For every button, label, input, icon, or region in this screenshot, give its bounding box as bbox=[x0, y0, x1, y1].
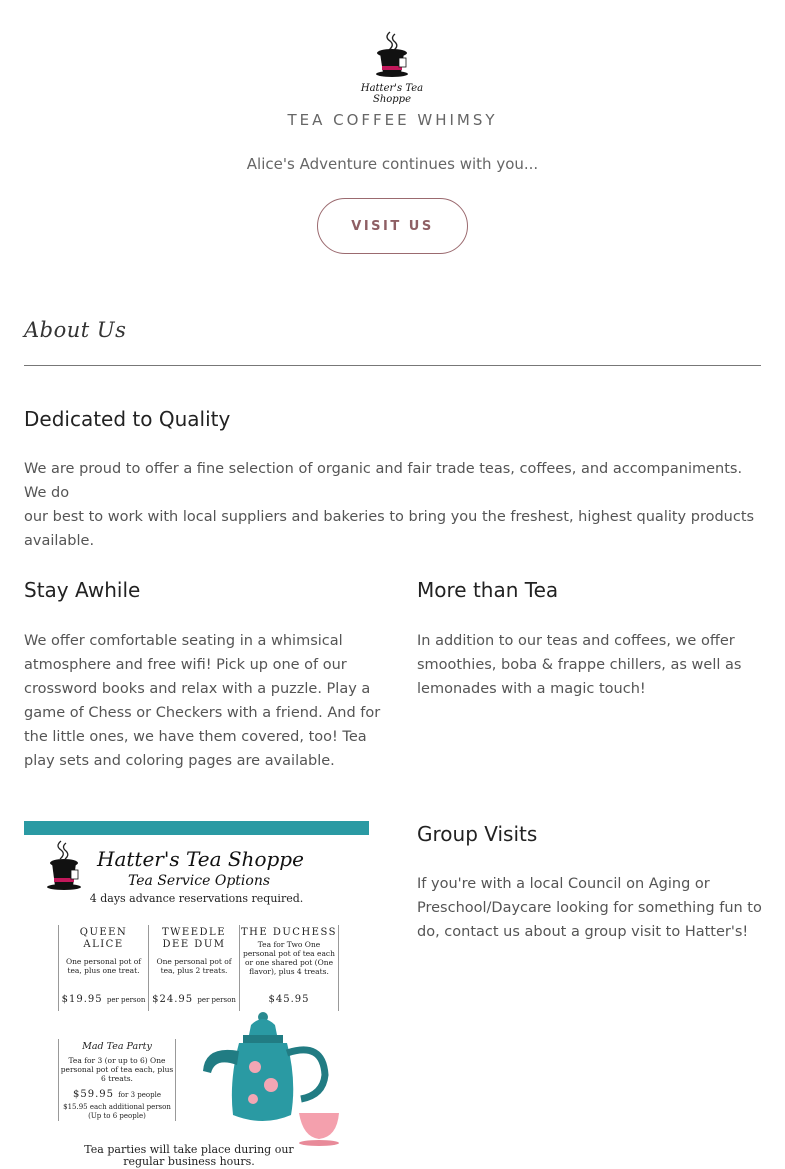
quality-text: We are proud to offer a fine selection of organic and fair trade teas, coffees, and accompaniments. We do our best to work with local suppliers and bakeries to bring you the freshest, highest quality products available. bbox=[24, 461, 755, 549]
tier-price: $45.95 bbox=[268, 994, 310, 1005]
mad-tea-party bbox=[58, 1039, 176, 1121]
tier-desc: One personal pot of tea, plus 2 treats. bbox=[156, 957, 232, 975]
tier-desc: Tea for Two One personal pot of tea each or one shared pot (One flavor), plus 4 treats. bbox=[243, 940, 335, 976]
more-than-tea-heading: More than Tea bbox=[417, 578, 559, 602]
group-visits-text: If you're with a local Council on Aging or Preschool/Daycare looking for something fun to do, contact us about a group visit to Hatter's! bbox=[417, 876, 762, 940]
party-desc: Tea for 3 (or up to 6) One personal pot of tea each, plus 6 treats. bbox=[60, 1056, 174, 1083]
tagline: TEA COFFEE WHIMSY bbox=[287, 111, 498, 129]
party-name: Mad Tea Party bbox=[82, 1041, 152, 1052]
menu-title: Hatter's Tea Shoppe bbox=[97, 847, 304, 871]
party-price: $59.95 for 3 people bbox=[73, 1089, 161, 1100]
tier-queen-alice bbox=[58, 925, 149, 1011]
quality-heading: Dedicated to Quality bbox=[24, 407, 231, 431]
stay-awhile-heading: Stay Awhile bbox=[24, 578, 141, 602]
stay-awhile-text: We offer comfortable seating in a whimsical atmosphere and free wifi! Pick up one of our crossword books and relax with a puzzle. Play a game of Chess or Checkers with a friend. And for the little ones, we have them covered, too! Tea play sets and coloring pages are available. bbox=[24, 633, 381, 769]
more-than-tea-text: In addition to our teas and coffees, we offer smoothies, boba & frappe chillers, as well as lemonades with a magic touch! bbox=[417, 633, 742, 697]
party-extra: $15.95 each additional person (Up to 6 people) bbox=[63, 1103, 171, 1120]
tier-tweedle bbox=[149, 925, 240, 1011]
menu-note: 4 days advance reservations required. bbox=[89, 892, 304, 905]
logo-text: Hatter's Tea Shoppe bbox=[360, 83, 424, 105]
tier-name: TWEEDLE DEE DUM bbox=[161, 927, 226, 950]
tier-name: QUEEN ALICE bbox=[79, 927, 128, 950]
top-hat-icon bbox=[44, 839, 86, 895]
about-us-title: About Us bbox=[24, 318, 127, 342]
tier-price: $24.95 per person bbox=[152, 994, 236, 1005]
teapot-icon bbox=[199, 1011, 339, 1146]
group-visits-heading: Group Visits bbox=[417, 822, 538, 846]
tier-desc: One personal pot of tea, plus one treat. bbox=[65, 957, 142, 975]
tier-duchess bbox=[240, 925, 339, 1011]
top-hat-teacup-icon bbox=[343, 30, 441, 85]
hatters-logo[interactable] bbox=[343, 30, 441, 105]
hero-subtitle: Alice's Adventure continues with you... bbox=[246, 155, 539, 173]
tea-service-menu-image[interactable] bbox=[24, 821, 369, 1169]
menu-top-bar bbox=[24, 821, 369, 835]
visit-us-button[interactable]: VISIT US bbox=[317, 198, 468, 254]
tier-name: THE DUCHESS bbox=[240, 927, 337, 938]
menu-subtitle: Tea Service Options bbox=[128, 873, 271, 889]
tier-price: $19.95 per person bbox=[61, 994, 146, 1005]
section-divider bbox=[24, 365, 761, 366]
menu-footer: Tea parties will take place during our regular business hours. bbox=[84, 1143, 294, 1168]
